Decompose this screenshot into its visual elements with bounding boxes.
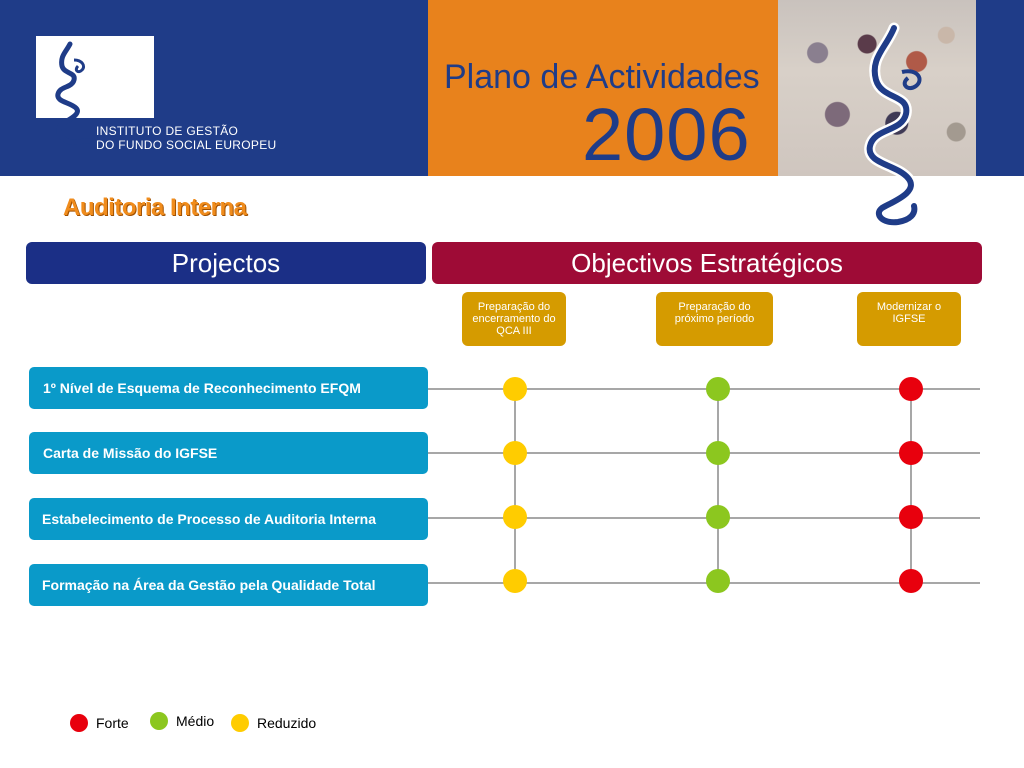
plan-year: 2006	[582, 93, 751, 176]
project-label: Estabelecimento de Processo de Auditoria Interna	[42, 511, 377, 527]
projects-column-header: Projectos	[26, 242, 426, 284]
objective-label: Preparação do encerramento do QCA III	[472, 301, 556, 337]
project-efqm	[29, 367, 428, 409]
project-quality-training	[29, 564, 428, 606]
legend-forte-swatch	[70, 714, 88, 732]
legend-reduzido-label: Reduzido	[257, 715, 317, 731]
impact-dot-forte	[899, 569, 923, 593]
project-internal-audit	[29, 498, 428, 540]
impact-dot-reduzido	[503, 569, 527, 593]
legend-medio	[150, 712, 214, 730]
project-label: 1º Nível de Esquema de Reconhecimento EFQM	[43, 380, 361, 396]
impact-dot-medio	[706, 569, 730, 593]
section-title: Auditoria Interna	[63, 194, 247, 221]
impact-dot-forte	[899, 505, 923, 529]
impact-dot-reduzido	[503, 441, 527, 465]
project-label: Formação na Área da Gestão pela Qualidade Total	[42, 577, 376, 593]
legend-reduzido	[231, 714, 316, 732]
project-label: Carta de Missão do IGFSE	[43, 445, 218, 461]
legend-medio-label: Médio	[176, 713, 215, 729]
objective-label: Preparação do próximo período	[674, 301, 755, 325]
legend-reduzido-swatch	[231, 714, 249, 732]
impact-dot-reduzido	[503, 505, 527, 529]
impact-dot-forte	[899, 441, 923, 465]
objectives-column-header: Objectivos Estratégicos	[432, 242, 982, 284]
impact-dot-medio	[706, 377, 730, 401]
impact-dot-medio	[706, 505, 730, 529]
objective-label: Modernizar o IGFSE	[876, 301, 942, 325]
project-mission-charter	[29, 432, 428, 474]
impact-dot-reduzido	[503, 377, 527, 401]
impact-dot-forte	[899, 377, 923, 401]
legend-medio-swatch	[150, 712, 168, 730]
legend-forte	[70, 714, 129, 732]
impact-dot-medio	[706, 441, 730, 465]
legend-forte-label: Forte	[96, 715, 129, 731]
org-name-line1: INSTITUTO DE GESTÃO	[96, 124, 239, 138]
impact-dots	[503, 377, 923, 593]
plan-title: Plano de Actividades	[444, 58, 760, 96]
org-name-line2: DO FUNDO SOCIAL EUROPEU	[96, 138, 277, 152]
